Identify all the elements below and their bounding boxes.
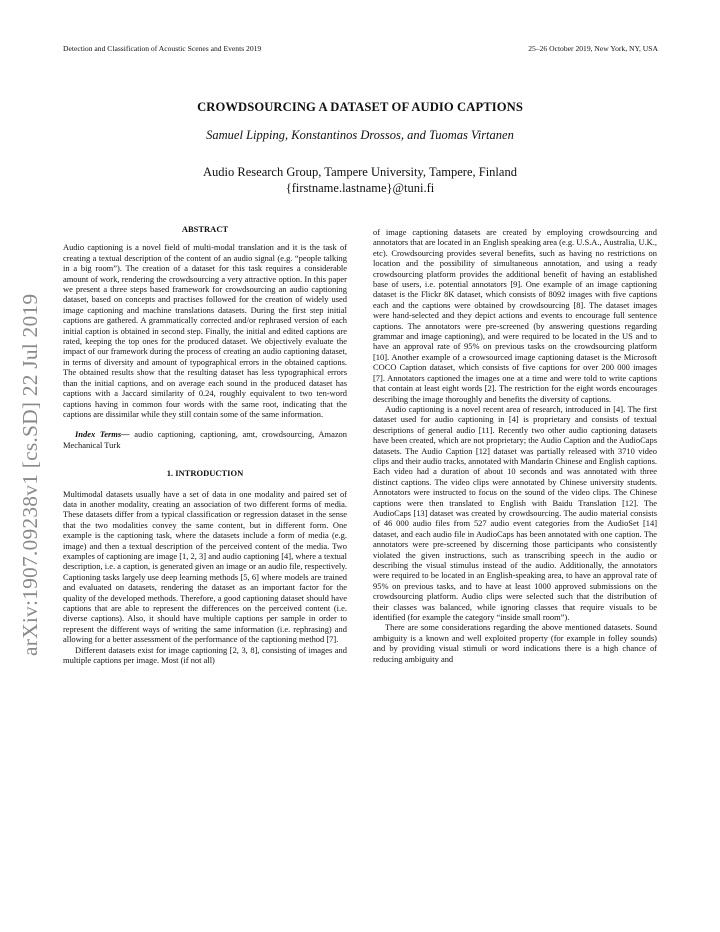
author-email: {firstname.lastname}@tuni.fi [285,181,435,195]
affiliation-block [0,164,720,196]
left-column [63,224,347,665]
running-header-right: 25–26 October 2019, New York, NY, USA [528,44,658,53]
paper-title: CROWDSOURCING A DATASET OF AUDIO CAPTIONS [197,100,523,114]
index-terms-text: audio captioning, captioning, amt, crowdsourcing, Amazon Mechanical Turk [63,429,347,450]
intro-paragraph-2: Different datasets exist for image captioning [2, 3, 8], consisting of images and multiple captions per image. Most (if not all) [63,644,347,666]
index-terms-label: Index Terms— [75,429,130,440]
index-terms [63,429,347,450]
running-header-left: Detection and Classification of Acoustic Scenes and Events 2019 [63,44,262,53]
author-list: Samuel Lipping, Konstantinos Drossos, and Tuomas Virtanen [206,128,514,142]
abstract-heading: ABSTRACT [181,224,229,234]
introduction-heading: 1. INTRODUCTION [166,468,244,479]
right-column [373,227,657,664]
right-paragraph-1: of image captioning datasets are created by employing crowdsourcing and annotators that are located in an English speaking area (e.g. U.S.A., Australia, U.K., etc). Crowdsourcing provides several benefits, such as having no restrictions on location and the possibility of simultaneous annotation, and using a ready crowdsourcing platform provides the additional benefit of having an established base of users, i.e. potential annotators [9]. One example of an image captioning dataset is the Flickr 8K dataset, which consists of 8092 images with five captions each and the captions were obtained by crowdsourcing [8]. The dataset images were hand-selected and they depict actions and events to encourage full sentence captions. The annotators were pre-screened (by answering questions regarding grammar and image captioning), and were required to be located in the US and to have an approval rate of 95% on previous tasks on the crowdsourcing platform [10]. Another example of a crowsourced image captioning dataset is the Microsoft COCO Caption dataset, which consists of five captions for over 200 000 images [7]. Annotators captioned the images one at a time and were told to write captions that contain at least eight words [2]. The restriction for the eight words encourages describing the image thoroughly and benefits the diversity of captions. [373,227,657,404]
arxiv-stamp: arXiv:1907.09238v1 [cs.SD] 22 Jul 2019 [18,293,42,656]
right-paragraph-2: Audio captioning is a novel recent area of research, introduced in [4]. The first dataset used for audio captioning in [4] is proprietary and consists of textual descriptions of general audio [11]. Recently two other audio captioning datasets have been created, which are not proprietary; the Audio Caption and the AudioCaps datasets. The Audio Caption [12] dataset was partially released with 3710 video clips and their audio tracks, annotated with Mandarin Chinese and English captions. Each video had a duration of about 10 seconds and was annotated with three distinct captions. The video clips were annotated by Chinese university students. Annotators were instructed to focus on the sound of the video clips. The Chinese captions were then translated to English with Baidu Translation [12]. The AudioCaps [13] dataset was created by crowdsourcing. The audio material consists of 46 000 audio files from 527 audio event categories from the AudioSet [14] dataset, and each audio file in AudioCaps has been annotated with one caption. The annotators were pre-screened by discerning those participants who consistently violated the given instructions, such as transcribing speech in the audio or describing the visual stimulus instead of the audio. Additionally, the annotators were required to be located in an English-speaking area, to have an approval rate of 95% on previous tasks, and to have at least 1000 approved submissions on the crowdsourcing platform. Audio clips were selected such that the distribution of their classes was balanced, while ignoring classes that require visuals to be identified (for example the category “inside small room”). [373,403,657,623]
abstract-text: Audio captioning is a novel field of multi-modal translation and it is the task of creating a textual description of the content of an audio signal (e.g. “people talking in a big room”). The creation of a dataset for this task requires a considerable amount of work, rendering the crowdsourcing a very attractive option. In this paper we present a three steps based framework for crowdsourcing an audio captioning dataset, based on concepts and practises followed for the creation of widely used image captioning and machine translations datasets. During the first step initial captions are gathered. A grammatically corrected and/or rephrased version of each initial caption is obtained in second step. Finally, the initial and edited captions are rated, keeping the top ones for the produced dataset. We objectively evaluate the impact of our framework during the process of creating an audio captioning dataset, in terms of diversity and amount of typographical errors in the obtained captions. The obtained results show that the resulting dataset has less typographical errors than the initial captions, and on average each sound in the produced dataset has captions with a Jaccard similarity of 0.24, roughly equivalent to two ten-word captions having in common four words with the same root, indicating that the captions are dissimilar while they still contain some of the same information. [63,242,347,419]
right-paragraph-3: There are some considerations regarding the above mentioned datasets. Sound ambiguity is a known and well exploited property (for example in folley sounds) and by providing visual stimuli or word indications there is a high chance of reducing ambiguity and [373,622,657,664]
intro-paragraph-1: Multimodal datasets usually have a set of data in one modality and paired set of data in another modality, creating an association of two different forms of media. These datasets differ from a typical classification or regression dataset in the sense that the two modalities convey the same content, but in different form. One example is the captioning task, where the datasets include a form of media (e.g. image) and then a textual description of the perceived content of the media. Two examples of captioning are image [1, 2, 3] and audio captioning [4], where a textual description, i.e. a caption, is generated given an image or an audio file, respectively. Captioning tasks largely use deep learning methods [5, 6] where models are trained and evaluated on datasets, rendering the dataset as an important factor for the quality of the developed methods. Therefore, a good captioning dataset should have captions that are able to represent the differences on the perceived content (i.e. diverse captions). Also, it should have multiple captions per sample in order to represent the different ways of writing the same information (i.e. rephrasing) and allowing for a better assessment of the performance of the captioning method [7]. [63,488,347,645]
affiliation: Audio Research Group, Tampere University, Tampere, Finland [203,165,517,179]
